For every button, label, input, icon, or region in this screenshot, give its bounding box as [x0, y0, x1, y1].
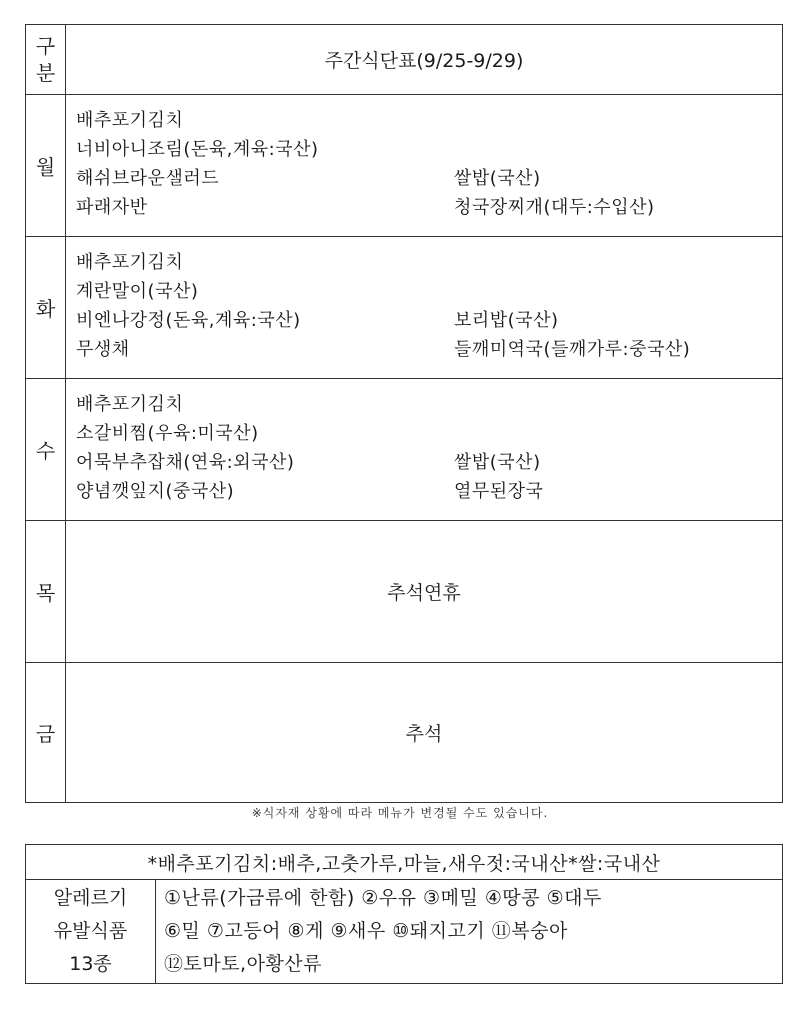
menu-item: 비엔나강정(돈육,계육:국산)	[76, 310, 301, 331]
allergy-info-table	[25, 844, 783, 984]
menu-item: 해쉬브라운샐러드	[76, 168, 220, 189]
allergy-items-line: ⑥밀 ⑦고등어 ⑧게 ⑨새우 ⑩돼지고기 ⑪복숭아	[164, 920, 568, 942]
holiday-note-fri: 추석	[66, 663, 783, 803]
menu-item: 청국장찌개(대두:수입산)	[454, 197, 655, 218]
kimchi-rice-origin: *배추포기김치:배추,고춧가루,마늘,새우젓:국내산*쌀:국내산	[26, 845, 783, 880]
day-menu-mon	[66, 95, 783, 237]
day-menu-tue	[66, 237, 783, 379]
menu-item: 보리밥(국산)	[454, 310, 559, 331]
menu-item: 너비아니조림(돈육,계육:국산)	[76, 139, 319, 160]
origin-row	[26, 845, 783, 880]
menu-item: 계란말이(국산)	[76, 281, 199, 302]
menu-item: 열무된장국	[454, 481, 544, 502]
menu-item: 배추포기김치	[76, 394, 184, 415]
day-label-mon: 월	[26, 95, 66, 237]
allergy-label-line: 유발식품	[53, 920, 128, 942]
day-row-tue	[26, 237, 783, 379]
category-char-1: 구	[35, 33, 56, 58]
day-menu-wed	[66, 379, 783, 521]
weekly-menu-table	[25, 24, 783, 803]
menu-item: 양념깻잎지(중국산)	[76, 481, 235, 502]
category-header	[26, 25, 66, 95]
allergy-items	[156, 880, 783, 984]
allergy-items-line: ①난류(가금류에 한함) ②우유 ③메밀 ④땅콩 ⑤대두	[164, 887, 602, 909]
menu-item: 소갈비찜(우육:미국산)	[76, 423, 259, 444]
menu-item: 들깨미역국(들깨가루:중국산)	[454, 339, 691, 360]
day-row-wed	[26, 379, 783, 521]
main-dish-list	[454, 106, 655, 222]
allergy-items-line: ⑫토마토,아황산류	[164, 953, 323, 975]
menu-item: 쌀밥(국산)	[454, 168, 541, 189]
header-row	[26, 25, 783, 95]
side-dish-list	[76, 390, 294, 506]
allergy-label	[26, 880, 156, 984]
menu-title: 주간식단표(9/25-9/29)	[66, 25, 783, 95]
allergy-label-line: 13종	[69, 953, 112, 975]
main-dish-list	[454, 390, 543, 506]
menu-item: 파래자반	[76, 197, 148, 218]
side-dish-list	[76, 106, 319, 222]
holiday-note-thu: 추석연휴	[66, 521, 783, 663]
day-row-thu	[26, 521, 783, 663]
allergy-label-line: 알레르기	[53, 887, 128, 909]
main-dish-list	[454, 248, 690, 364]
allergy-row	[26, 880, 783, 984]
menu-item: 어묵부추잡채(연육:외국산)	[76, 452, 295, 473]
day-label-tue: 화	[26, 237, 66, 379]
day-row-fri	[26, 663, 783, 803]
day-label-thu: 목	[26, 521, 66, 663]
menu-item: 무생채	[76, 339, 130, 360]
menu-item: 배추포기김치	[76, 252, 184, 273]
menu-item: 배추포기김치	[76, 110, 184, 131]
day-label-wed: 수	[26, 379, 66, 521]
side-dish-list	[76, 248, 301, 364]
day-row-mon	[26, 95, 783, 237]
day-label-fri: 금	[26, 663, 66, 803]
menu-change-notice: ※식자재 상황에 따라 메뉴가 변경될 수도 있습니다.	[251, 806, 549, 820]
menu-item: 쌀밥(국산)	[454, 452, 541, 473]
category-char-2: 분	[35, 60, 56, 85]
